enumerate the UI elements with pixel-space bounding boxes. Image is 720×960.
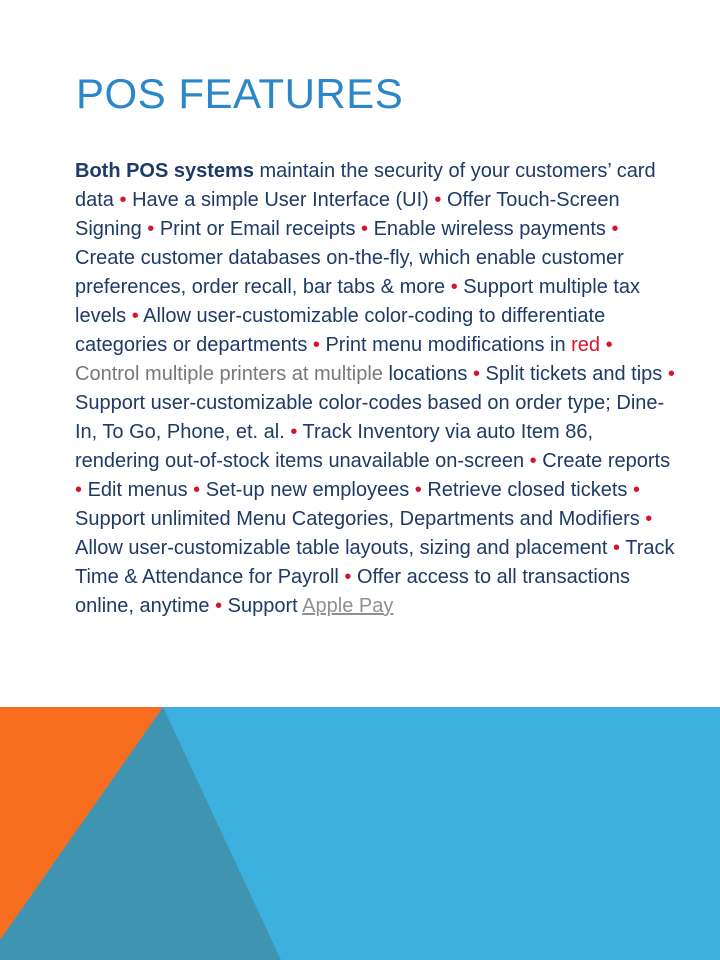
body-text-segment: Create customer databases on-the-fly, which enable customer preferences, order recall, bar tabs & more <box>75 247 624 298</box>
body-text-segment: Split tickets and tips <box>485 363 663 385</box>
body-text-segment: Edit menus <box>87 479 188 501</box>
body-text-segment: red <box>571 334 601 356</box>
body-text-segment: Support <box>227 595 303 617</box>
body-text-segment: Track Time & Attendance for Payroll <box>75 537 675 588</box>
body-text-segment: Enable wireless payments <box>373 218 606 240</box>
body-text-segment: Print menu modifications in <box>325 334 572 356</box>
bullet-separator: • <box>467 363 486 385</box>
body-text-segment: Support multiple tax levels <box>75 276 641 327</box>
bullet-separator: • <box>75 479 88 501</box>
body-paragraph <box>75 157 681 621</box>
bullet-separator: • <box>607 537 626 559</box>
body-text-segment: Print or Email receipts <box>159 218 356 240</box>
body-text-segment: Offer Touch-Screen Signing <box>75 189 620 240</box>
bullet-separator: • <box>524 450 543 472</box>
body-text-segment: maintain the security of your customers’ card data <box>75 160 656 211</box>
body-text-segment: Have a simple User Interface (UI) <box>132 189 429 211</box>
apple-pay-link[interactable]: Apple Pay <box>302 595 394 617</box>
bullet-separator: • <box>141 218 160 240</box>
body-text-segment: Create reports <box>542 450 671 472</box>
bullet-separator: • <box>428 189 447 211</box>
body-text-segment: Set-up new employees <box>205 479 410 501</box>
bullet-separator: • <box>113 189 133 211</box>
body-text-segment: Support unlimited Menu Categories, Departments and Modifiers <box>75 508 640 530</box>
body-text-segment: locations <box>382 363 468 385</box>
bullet-separator: • <box>445 276 464 298</box>
bullet-separator: • <box>409 479 428 501</box>
bullet-separator: • <box>662 363 675 385</box>
bullet-separator: • <box>605 218 619 240</box>
decorative-bottom-band <box>0 707 720 960</box>
bullet-separator: • <box>209 595 228 617</box>
bullet-separator: • <box>187 479 206 501</box>
bullet-separator: • <box>600 334 613 356</box>
bullet-separator: • <box>627 479 640 501</box>
bullet-separator: • <box>338 566 357 588</box>
bullet-separator: • <box>284 421 303 443</box>
bullet-separator: • <box>126 305 144 327</box>
page-title: POS FEATURES <box>76 70 404 117</box>
body-text-segment: Allow user-customizable color-coding to differentiate categories or departments <box>75 305 606 356</box>
body-text-segment: Support user-customizable color-codes based on order type; Dine-In, To Go, Phone, et. al. <box>75 392 665 443</box>
body-text-segment: Allow user-customizable table layouts, sizing and placement <box>75 537 608 559</box>
bullet-separator: • <box>307 334 326 356</box>
body-text-segment: Retrieve closed tickets <box>427 479 628 501</box>
bullet-separator: • <box>639 508 653 530</box>
body-text-segment: Track Inventory via auto Item 86, rendering out-of-stock items unavailable on-screen <box>75 421 594 472</box>
body-text-segment: Offer access to all transactions online, anytime <box>75 566 631 617</box>
body-text-segment: Both POS systems <box>75 160 254 182</box>
body-text-segment: Control multiple printers at multiple <box>75 363 383 385</box>
bullet-separator: • <box>355 218 374 240</box>
